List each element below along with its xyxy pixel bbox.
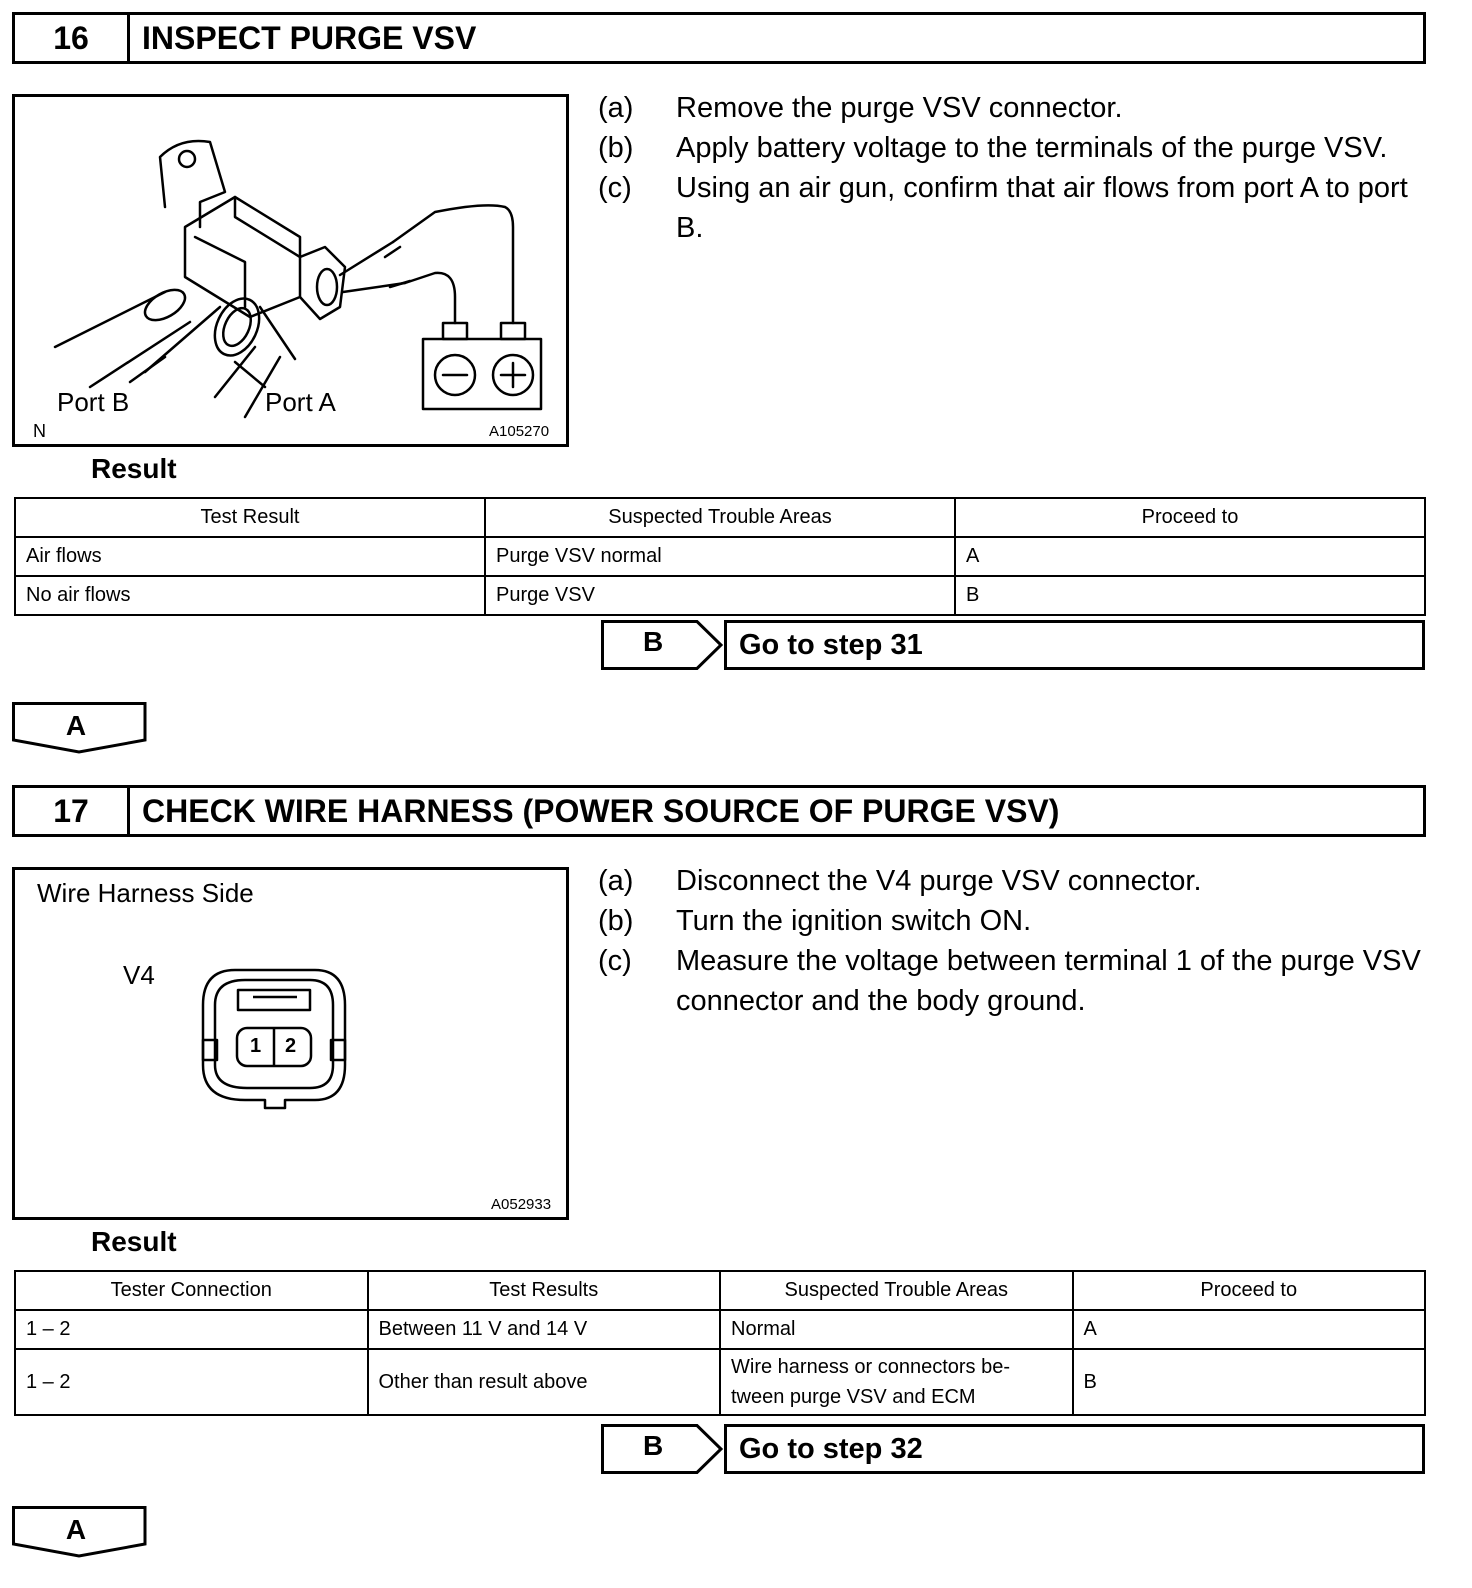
branch-a-tab[interactable] [12,1506,148,1558]
wire-harness-figure [12,867,569,1220]
step-16-instructions [598,88,1438,248]
branch-a-tab[interactable] [12,702,148,754]
table-cell: Normal [720,1310,1073,1349]
figure-code: A105270 [489,423,550,440]
table-cell: Purge VSV [485,576,955,615]
table-cell: Purge VSV normal [485,537,955,576]
figure-code: A052933 [491,1196,552,1213]
table-cell: A [955,537,1425,576]
instruction-letter: (b) [598,132,634,164]
instruction-text: Apply battery voltage to the terminals of the purge VSV. [676,132,1388,164]
instruction-text: Measure the voltage between terminal 1 of the purge VSV connector and the body ground. [676,945,1421,1017]
branch-b-arrow [601,620,724,670]
port-b-label: Port B [57,387,130,417]
table-cell: No air flows [15,576,485,615]
table-cell: 1 – 2 [15,1310,368,1349]
connector-v4-label: V4 [123,960,155,990]
branch-b-go-to-step-31[interactable] [601,620,1425,670]
step-16-result-table [14,497,1426,616]
instruction-text: Disconnect the V4 purge VSV connector. [676,865,1202,897]
wire-harness-side-label: Wire Harness Side [37,878,254,908]
column-header: Proceed to [1073,1271,1426,1310]
table-header-row [15,1271,1425,1310]
table-row [15,537,1425,576]
branch-a-label: A [65,1514,87,1545]
table-cell: 1 – 2 [15,1349,368,1415]
instruction-letter: (a) [598,865,634,897]
instruction-text: Turn the ignition switch ON. [676,905,1032,937]
instruction-item [598,941,1438,1021]
instruction-item [598,128,1438,168]
instruction-item [598,88,1438,128]
instruction-item [598,168,1438,248]
table-cell: Air flows [15,537,485,576]
instruction-letter: (c) [598,172,632,204]
branch-b-go-to-step-32[interactable] [601,1424,1425,1474]
column-header: Test Results [368,1271,721,1310]
result-heading: Result [91,1226,177,1257]
table-cell: A [1073,1310,1426,1349]
branch-b-label: B [643,1430,664,1461]
table-cell: Wire harness or connectors be-tween purge VSV and ECM [720,1349,1073,1415]
instruction-letter: (b) [598,905,634,937]
branch-b-arrow [601,1424,724,1474]
column-header: Suspected Trouble Areas [485,498,955,537]
step-title: INSPECT PURGE VSV [142,19,477,56]
instruction-text: Remove the purge VSV connector. [676,92,1123,124]
column-header: Suspected Trouble Areas [720,1271,1073,1310]
branch-b-label: B [643,626,664,657]
step-number: 16 [15,15,130,61]
go-to-step-text: Go to step 32 [724,1424,1425,1474]
table-row [15,1310,1425,1349]
table-header-row [15,498,1425,537]
step-17-header [12,785,1426,837]
go-to-step-text: Go to step 31 [724,620,1425,670]
branch-a-label: A [65,710,87,741]
step-number: 17 [15,788,130,834]
instruction-item [598,861,1438,901]
step-16-header [12,12,1426,64]
result-heading: Result [91,453,177,484]
table-row [15,1349,1425,1415]
step-title: CHECK WIRE HARNESS (POWER SOURCE OF PURGE VSV) [142,792,1060,829]
table-cell: B [955,576,1425,615]
instruction-letter: (c) [598,945,632,977]
instruction-item [598,901,1438,941]
table-cell: Other than result above [368,1349,721,1415]
port-a-label: Port A [265,387,336,417]
pin-1-label: 1 [250,1035,262,1057]
table-cell: B [1073,1349,1426,1415]
figure-corner-mark: N [33,421,46,441]
table-cell: Between 11 V and 14 V [368,1310,721,1349]
table-row [15,576,1425,615]
instruction-letter: (a) [598,92,634,124]
column-header: Proceed to [955,498,1425,537]
step-17-result-table [14,1270,1426,1416]
instruction-text: Using an air gun, confirm that air flows from port A to port B. [676,172,1408,244]
column-header: Tester Connection [15,1271,368,1310]
step-17-instructions [598,861,1438,1021]
purge-vsv-figure [12,94,569,447]
column-header: Test Result [15,498,485,537]
pin-2-label: 2 [285,1035,297,1057]
